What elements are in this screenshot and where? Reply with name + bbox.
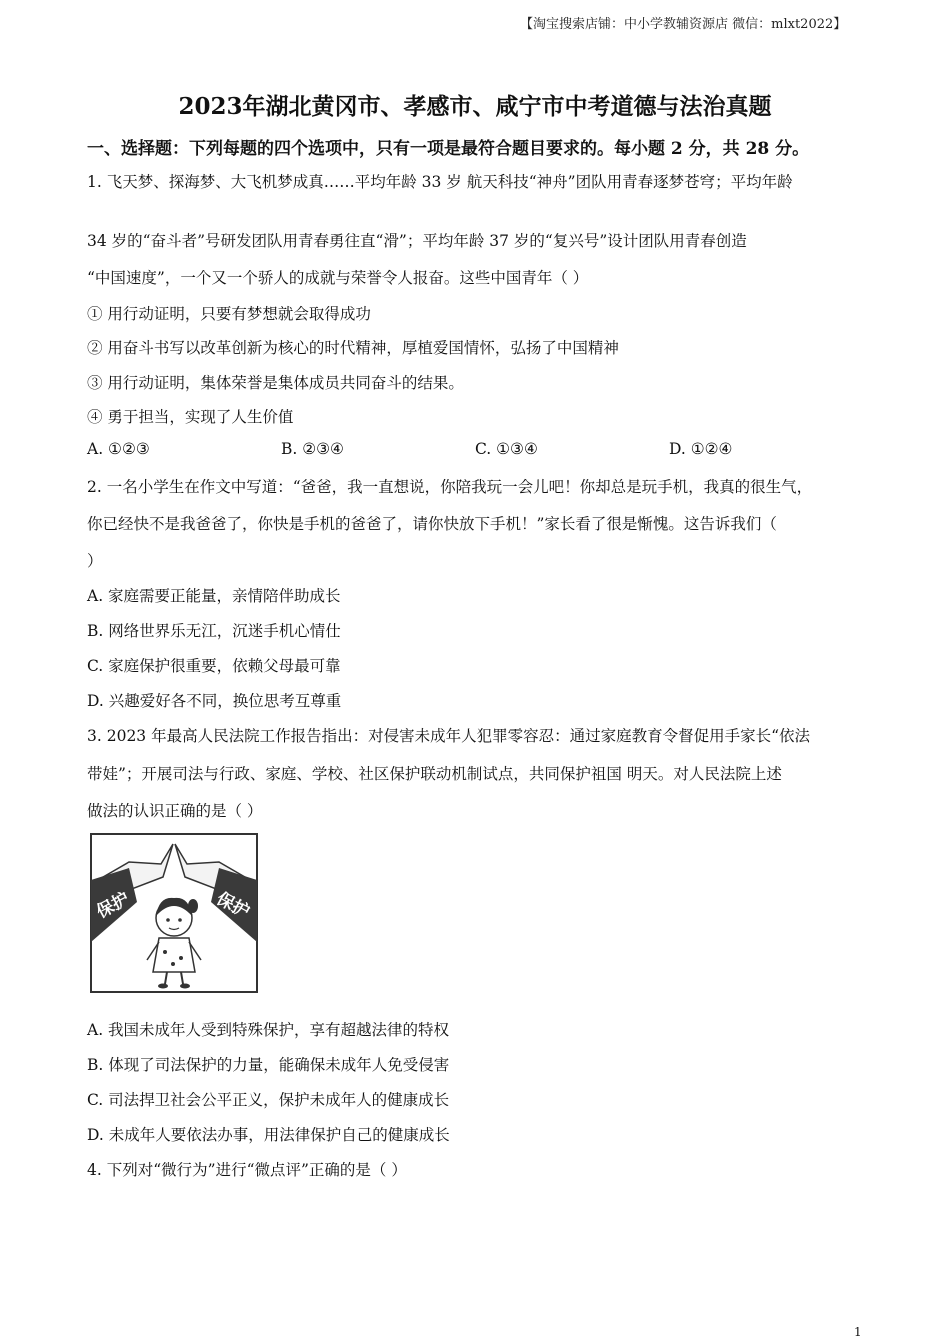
q1-statement-1: ① 用行动证明，只要有梦想就会取得成功 (87, 305, 371, 323)
header-note: 【淘宝搜索店铺：中小学教辅资源店 微信：mlxt2022】 (520, 17, 847, 32)
q3-stem-line-2: 带娃”；开展司法与行政、家庭、学校、社区保护联动机制试点，共同保护祖国 明天。对人民法院上述 (87, 765, 782, 783)
right-sleeve-label: 保护 (213, 888, 253, 923)
q1-option-d: D. ①②④ (669, 440, 733, 458)
left-sleeve-label: 保护 (93, 888, 133, 923)
q3-option-c: C. 司法捍卫社会公平正义，保护未成年人的健康成长 (87, 1091, 450, 1109)
q2-option-b: B. 网络世界乐无江，沉迷手机心情仕 (87, 622, 341, 640)
q3-stem-line-3: 做法的认识正确的是（ ） (87, 802, 263, 820)
q2-option-a: A. 家庭需要正能量，亲情陪伴助成长 (87, 587, 341, 605)
q1-statement-3: ③ 用行动证明，集体荣誉是集体成员共同奋斗的结果。 (87, 374, 464, 392)
dress-dot (163, 950, 167, 954)
q3-stem-line-1: 3. 2023 年最高人民法院工作报告指出：对侵害未成年人犯罪零容忍：通过家庭教育令督促用手家长“依法 (87, 727, 811, 745)
q3-option-d: D. 未成年人要依法办事，用法律保护自己的健康成长 (87, 1126, 450, 1144)
child-shoe-right (180, 984, 190, 989)
q1-statement-2: ② 用奋斗书写以改革创新为核心的时代精神，厚植爱国情怀，弘扬了中国精神 (87, 339, 619, 357)
q1-stem-line-2: 34 岁的“奋斗者”号研发团队用青春勇往直“滑”；平均年龄 37 岁的“复兴号”设计团队用青春创造 (87, 232, 747, 250)
q1-option-b: B. ②③④ (281, 440, 344, 458)
q2-option-c: C. 家庭保护很重要，依赖父母最可靠 (87, 657, 341, 675)
q1-option-c: C. ①③④ (475, 440, 538, 458)
q1-stem-line-3: “中国速度”，一个又一个骄人的成就与荣誉令人报奋。这些中国青年（ ） (87, 269, 589, 287)
q1-statement-4: ④ 勇于担当，实现了人生价值 (87, 408, 294, 426)
q3-option-b: B. 体现了司法保护的力量，能确保未成年人免受侵害 (87, 1056, 450, 1074)
q2-stem-line-1: 2. 一名小学生在作文中写道：“爸爸，我一直想说，你陪我玩一会儿吧！你却总是玩手机，我真的很生气， (87, 478, 813, 496)
page-number: 1 (854, 1325, 862, 1339)
q2-stem-line-2: 你已经快不是我爸爸了，你快是手机的爸爸了，请你快放下手机！”家长看了很是惭愧。这告诉我们（ (87, 515, 777, 533)
q3-option-a: A. 我国未成年人受到特殊保护，享有超越法律的特权 (87, 1021, 450, 1039)
q2-option-d: D. 兴趣爱好各不同，换位思考互尊重 (87, 692, 342, 710)
q1-stem-line-1: 1. 飞天梦、探海梦、大飞机梦成真……平均年龄 33 岁 航天科技“神舟”团队用青春逐梦苍穹；平均年龄 (87, 173, 793, 191)
section-heading: 一、选择题：下列每题的四个选项中，只有一项是最符合题目要求的。每小题 2 分，共 28 分。 (87, 139, 810, 159)
child-shoe-left (158, 984, 168, 989)
q1-option-a: A. ①②③ (87, 440, 150, 458)
q4-stem: 4. 下列对“微行为”进行“微点评”正确的是（ ） (87, 1161, 407, 1179)
page-title: 2023年湖北黄冈市、孝感市、咸宁市中考道德与法治真题 (178, 93, 772, 120)
protection-cartoon (89, 832, 259, 996)
dress-dot (179, 956, 183, 960)
protection-cartoon-svg (89, 832, 259, 996)
child-eye-left (166, 918, 170, 922)
dress-dot (171, 962, 175, 966)
child-dress (153, 938, 195, 972)
child-ponytail (188, 899, 198, 913)
child-eye-right (178, 918, 182, 922)
q2-stem-line-3: ） (87, 552, 103, 570)
